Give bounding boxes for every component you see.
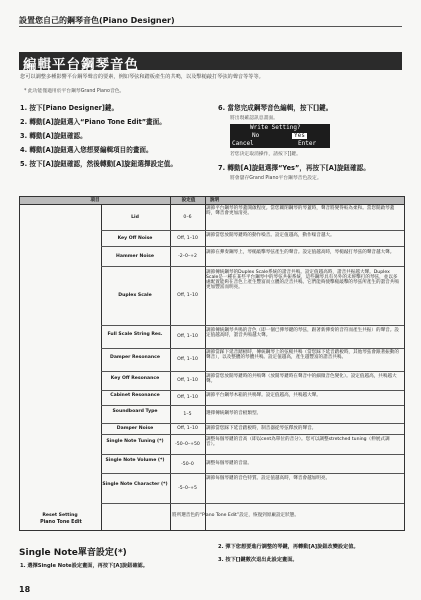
row-item: Hammer Noise [116,254,154,259]
row-item: Single Note Volume (*) [105,458,165,463]
row-item: Cabinet Resonance [110,393,160,398]
row-description: 調節平台鋼琴木箱的共鳴聲。設定值越高，共鳴越大聲。 [206,393,321,398]
table-row [101,349,404,372]
step-6-cancel-note: 若您決定取消操作，請按下[]鍵。 [230,152,301,157]
table-row [101,247,404,267]
table-row [101,435,404,455]
step-6: 6. 當您完成鋼琴音色編輯，按下[]鍵。 [218,104,333,112]
row-item: Key Off Noise [117,236,153,241]
header-description: 說明 [210,198,220,203]
row-value: Off, 1–10 [177,357,198,362]
lcd-enter: Enter [298,140,317,147]
step-2: 2. 轉動[A]旋鈕選入“Piano Tone Edit”畫面。 [20,118,166,126]
row-value: -50–0–+50 [175,442,200,447]
step-7-note: 將會儲存Grand Piano平台鋼琴音色設定。 [230,176,322,181]
section-intro: 您可以調整多種影響平台鋼琴聲音的要素，例如琴弦和踏板產生的共鳴，以及擊槌敲打琴弦的聲音等等等。 [20,74,264,80]
row-description: 調節傳統鋼琴共鳴的音色（即一個已彈琴鍵的琴弦，跟著新彈奏的音符而產生共振）的聲音。設定值越高時，諧音共鳴越大聲。 [206,328,399,338]
step-6-note: 將出現確認訊息畫面。 [230,116,278,121]
row-item: Damper Resonance [110,355,160,360]
table-row [101,326,404,349]
row-description: 調整每個琴鍵的音量。 [206,461,252,466]
row-description: 調節每個琴鍵的音色特質。設定值越高時，聲音會越加明亮。 [206,476,331,481]
table-row-reset [20,504,404,529]
row-value: 0–6 [183,215,192,220]
table-row [101,424,404,435]
row-description: 調節在彈奏鋼琴上，琴槌敲擊琴弦產生的聲音。設定值越高時，琴槌敲打琴弦的聲音越大聲。 [206,250,395,255]
row-value: Off, 1–10 [177,395,198,400]
group-label: Piano Tone Edit [40,520,82,525]
section-banner [19,52,402,73]
row-description: 調節傳統鋼琴的Duplex Scale系統的諧音共鳴。設定值越高時，諧音共振越大聲。Duplex Scale是一種在某些平台鋼琴中的琴弦共振系統，這些鋼琴具有另外的未經擊打的琴弦，並以多處配置能夠在音色上產生豐富而立體的泛音共鳴。它們能夠使擊槌敲擊的琴弦所產生的諧音共鳴更加豐富而明亮。 [206,270,399,290]
row-description: 調節當您放開琴鍵時的共鳴聲（放開琴鍵時在聲音中的細微音色變化）。設定值越高，共鳴越大聲。 [206,374,397,384]
row-item: Key Off Resonance [110,376,160,381]
header-item: 項目 [90,198,100,203]
row-item: Reset Setting [42,513,78,518]
row-value: 1–5 [183,412,192,417]
row-item: Single Note Tuning (*) [106,439,164,444]
row-value: -50–0 [181,462,194,467]
row-item: Soundboard Type [112,409,158,414]
single-note-step-2: 2. 彈下您想要進行調整的琴鍵，再轉動[A]旋鈕改變設定值。 [218,544,359,550]
header-value: 設定值 [181,198,196,203]
row-item: Lid [131,215,139,220]
page-number: 18 [19,585,31,594]
lcd-cancel: Cancel [232,140,254,147]
table-row [101,231,404,247]
row-value: Off, 1–10 [177,236,198,241]
row-value: -2–0–+2 [178,254,197,259]
table-row [101,205,404,231]
section-title: 編輯平台鋼琴音色 [23,57,139,73]
row-description: 調整每個琴鍵的音高（即以cent為單位的音分）。您可以調整stretched tuning（伸展式調音）。 [206,437,390,447]
table-row [101,474,404,504]
row-description: 調節平台鋼琴的琴蓋開啟程度。當您關閉鋼琴的琴蓋時，聲音將變得較為柔和。當您開啟琴蓋時，聲音會更加清亮。 [206,206,395,216]
step-7: 7. 轉動[A]旋鈕選擇“Yes”，再按下[A]旋鈕確認。 [218,164,370,172]
lcd-display [230,124,330,148]
table-row [101,267,404,326]
row-value: Off, 1–10 [177,334,198,339]
step-5: 5. 按下[A]旋鈕確認，然後轉動[A]旋鈕選擇設定值。 [20,160,177,168]
row-item: Damper Noise [116,426,154,431]
row-item: Full Scale String Res. [107,332,163,337]
table-row [101,391,404,406]
row-value: Off, 1–10 [177,293,198,298]
header-divider [19,26,402,27]
page-header-title: 設置您自己的鋼琴音色(Piano Designer) [19,16,175,25]
row-value: Off, 1–10 [177,426,198,431]
row-item: Single Note Character (*) [102,482,168,487]
table-header [20,197,404,205]
lcd-yes-option: Yes [294,132,305,139]
row-item: Duplex Scale [118,293,152,298]
single-note-title: Single Note單音設定(*) [19,548,127,558]
row-description: 調節當您放開琴鍵時的動作噪音。設定值越高，動作噪音越大。 [206,233,335,238]
table-row [101,406,404,424]
table-row [101,372,404,391]
single-note-step-3: 3. 按下[]鍵數次退出此設定畫面。 [218,557,298,563]
row-description: 將所選音色的“Piano Tone Edit”設定，恢復到原廠設定狀態。 [172,513,299,518]
step-1: 1. 按下[Piano Designer]鍵。 [20,104,119,112]
row-description: 調節當您踩下延音踏板時，制音器從琴弦釋放的聲音。 [206,426,317,431]
settings-table [19,196,405,531]
row-value: -5–0–+5 [178,486,197,491]
row-description: 選擇傳統鋼琴的音板類型。 [206,411,262,416]
step-4: 4. 轉動[A]旋鈕選入您想要編輯項目的畫面。 [20,146,153,154]
lcd-prompt: Write Setting? [250,124,301,131]
lcd-no-option: No [252,132,260,139]
row-value: Off, 1–10 [177,378,198,383]
step-3: 3. 轉動[A]旋鈕確認。 [20,132,87,140]
section-note: * 此功能僅適用於平台鋼琴Grand Piano音色。 [24,89,125,94]
single-note-step-1: 1. 選擇Single Note設定畫面，再按下[A]旋鈕確認。 [20,563,148,569]
table-row [101,455,404,474]
row-description: 調節當踩下延音踏板時，傳統鋼琴上的弦槌共鳴（當您踩下延音踏板時，其他琴弦會跟著振動的聲音），以及整體的琴體共鳴。設定值越高，產生越豐富的諧音共鳴。 [206,350,399,360]
